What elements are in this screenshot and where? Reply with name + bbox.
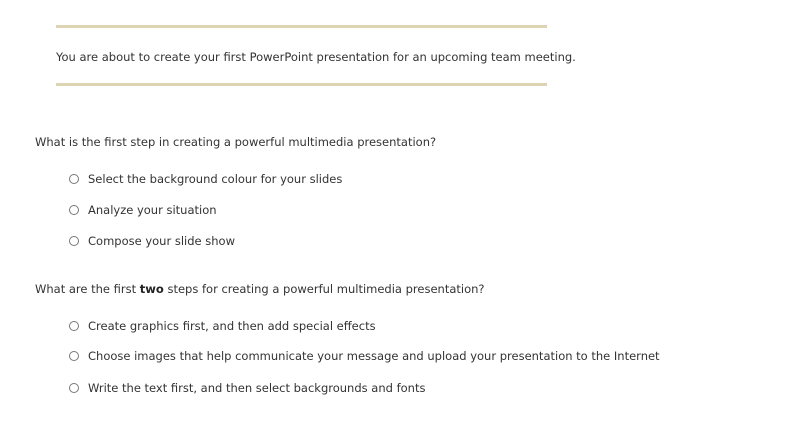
question-2-prompt: [35, 282, 485, 296]
question-1-option-3[interactable]: [69, 234, 235, 248]
option-label: Write the text first, and then select backgrounds and fonts: [88, 381, 426, 395]
scenario-bottom-divider: [56, 83, 547, 86]
option-label: Create graphics first, and then add special effects: [88, 319, 376, 333]
radio-button[interactable]: [69, 321, 79, 331]
option-label: Analyze your situation: [88, 203, 217, 217]
scenario-text: You are about to create your first PowerPoint presentation for an upcoming team meeting.: [56, 50, 576, 64]
question-2-option-2[interactable]: [69, 349, 660, 363]
question-2-prompt-after: steps for creating a powerful multimedia presentation?: [163, 282, 485, 296]
radio-button[interactable]: [69, 351, 79, 361]
option-label: Select the background colour for your slides: [88, 172, 343, 186]
scenario-top-divider: [56, 25, 547, 28]
radio-button[interactable]: [69, 174, 79, 184]
scenario-box: [56, 25, 576, 87]
question-1-option-1[interactable]: [69, 172, 342, 186]
radio-button[interactable]: [69, 236, 79, 246]
question-2-prompt-before: What are the first: [35, 282, 140, 296]
question-1-prompt-text: What is the first step in creating a powerful multimedia presentation?: [35, 135, 437, 149]
radio-button[interactable]: [69, 205, 79, 215]
question-1-option-2[interactable]: [69, 203, 217, 217]
radio-button[interactable]: [69, 383, 79, 393]
option-label: Compose your slide show: [88, 234, 235, 248]
question-2-option-1[interactable]: [69, 319, 376, 333]
question-2-option-3[interactable]: [69, 381, 425, 395]
question-2-prompt-emphasis: two: [139, 282, 164, 296]
option-label: Choose images that help communicate your message and upload your presentation to the Internet: [88, 349, 660, 363]
question-1-prompt: [35, 135, 436, 149]
